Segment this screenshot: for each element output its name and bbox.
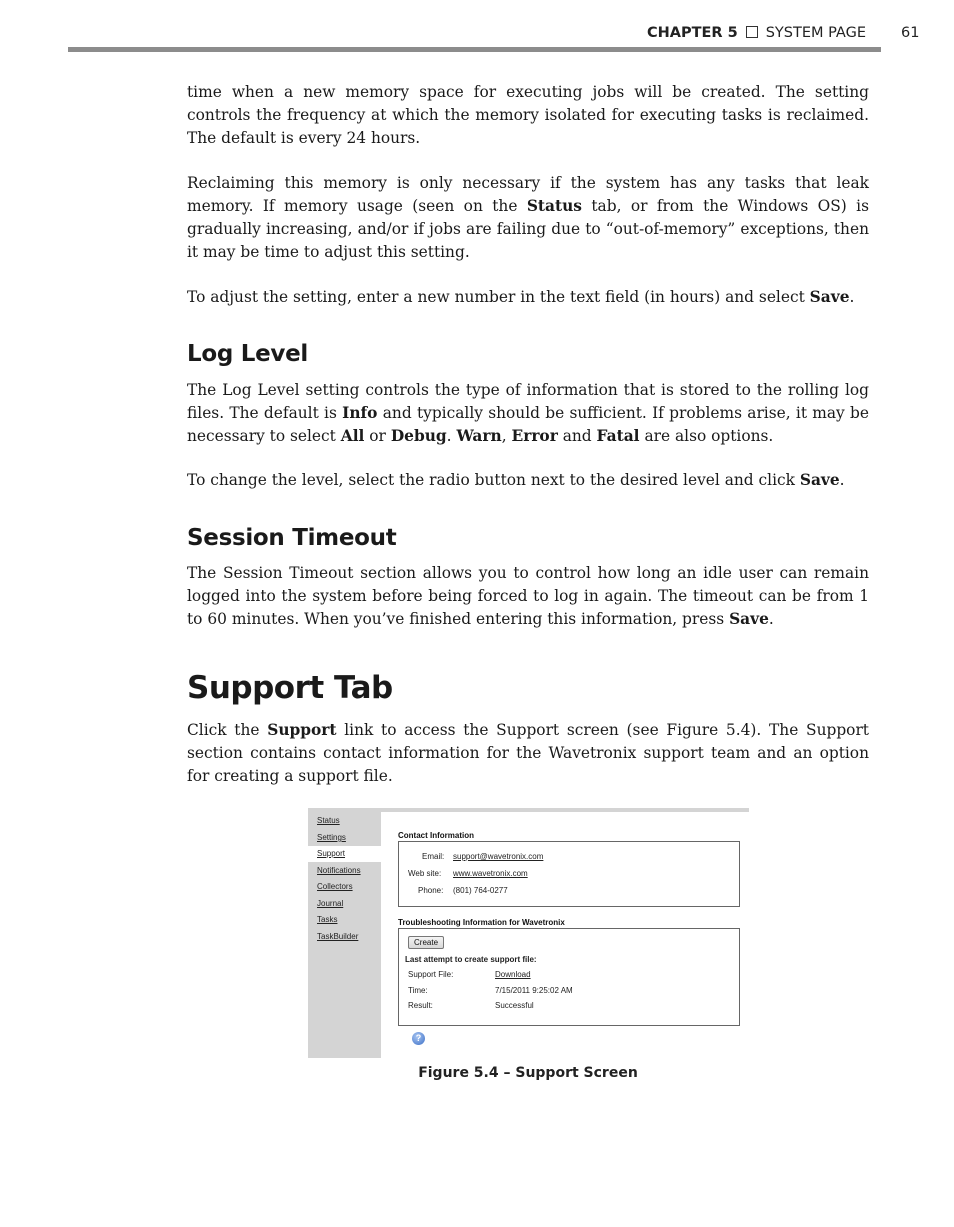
paragraph-text: To change the level, select the radio button next to the desired level and click Save. bbox=[187, 471, 845, 489]
phone-label: Phone: bbox=[418, 886, 444, 895]
paragraph-reclaim bbox=[187, 172, 869, 264]
nav-status[interactable]: Status bbox=[317, 816, 340, 825]
section-label: SYSTEM PAGE bbox=[765, 25, 866, 41]
create-button[interactable]: Create bbox=[408, 936, 444, 949]
paragraph-text: Reclaiming this memory is only necessary if the system has any tasks that leak memory. If memory usage (seen on the Status tab, or from the Windows OS) is gradually increasing, and/or if jobs are failing due to “out-of-memory” exceptions, then it may be time to adjust this setting. bbox=[187, 174, 869, 261]
result-value: Successful bbox=[495, 1001, 534, 1010]
heading-session-timeout: Session Timeout bbox=[187, 525, 397, 551]
phone-value: (801) 764-0277 bbox=[453, 886, 508, 895]
paragraph-support-tab bbox=[187, 719, 869, 788]
nav-journal[interactable]: Journal bbox=[317, 899, 344, 908]
support-screen-figure bbox=[308, 808, 749, 1058]
paragraph-text: The Session Timeout section allows you to control how long an idle user can remain logged into the system before being forced to log in again. The timeout can be from 1 to 60 minutes. When you’ve finished entering this information, press Save. bbox=[187, 564, 869, 628]
nav-support[interactable]: Support bbox=[308, 846, 381, 862]
website-label: Web site: bbox=[408, 869, 442, 878]
nav-notifications[interactable]: Notifications bbox=[317, 866, 361, 875]
contact-info-box bbox=[398, 841, 740, 907]
paragraph-change-level bbox=[187, 469, 869, 492]
help-icon[interactable]: ? bbox=[412, 1032, 425, 1045]
paragraph-text: The Log Level setting controls the type of information that is stored to the rolling log files. The default is Info and typically should be sufficient. If problems arise, it may be necessary to select All or Debug. Warn, Error and Fatal are also options. bbox=[187, 381, 869, 445]
last-attempt-label: Last attempt to create support file: bbox=[405, 955, 537, 964]
heading-log-level: Log Level bbox=[187, 341, 308, 367]
header-chapter bbox=[647, 25, 866, 41]
page-number: 61 bbox=[901, 25, 920, 41]
paragraph-memory-continued bbox=[187, 81, 869, 150]
header-rule bbox=[68, 47, 881, 52]
paragraph-text: Click the Support link to access the Support screen (see Figure 5.4). The Support section contains contact information for the Wavetronix support team and an option for creating a support file. bbox=[187, 721, 869, 785]
sidebar-nav bbox=[308, 808, 381, 1058]
time-value: 7/15/2011 9:25:02 AM bbox=[495, 986, 573, 995]
email-link[interactable]: support@wavetronix.com bbox=[453, 852, 544, 861]
figure-caption: Figure 5.4 – Support Screen bbox=[418, 1065, 638, 1081]
nav-tasks[interactable]: Tasks bbox=[317, 915, 338, 924]
contact-info-title: Contact Information bbox=[398, 831, 474, 840]
nav-collectors[interactable]: Collectors bbox=[317, 882, 353, 891]
separator-box-icon bbox=[746, 26, 758, 38]
support-file-label: Support File: bbox=[408, 970, 454, 979]
top-bar bbox=[381, 808, 749, 812]
running-header bbox=[0, 25, 954, 47]
paragraph-text: To adjust the setting, enter a new number in the text field (in hours) and select Save. bbox=[187, 288, 855, 306]
paragraph-text: time when a new memory space for executing jobs will be created. The setting controls the frequency at which the memory isolated for executing tasks is reclaimed. The default is every 24 hours. bbox=[187, 83, 869, 147]
nav-settings[interactable]: Settings bbox=[317, 833, 346, 842]
paragraph-adjust bbox=[187, 286, 869, 309]
chapter-label: CHAPTER 5 bbox=[646, 25, 738, 41]
heading-support-tab: Support Tab bbox=[187, 670, 393, 706]
nav-taskbuilder[interactable]: TaskBuilder bbox=[317, 932, 359, 941]
website-link[interactable]: www.wavetronix.com bbox=[453, 869, 528, 878]
email-label: Email: bbox=[422, 852, 445, 861]
paragraph-session-timeout bbox=[187, 562, 869, 631]
paragraph-log-level bbox=[187, 379, 869, 448]
result-label: Result: bbox=[408, 1001, 433, 1010]
time-label: Time: bbox=[408, 986, 428, 995]
troubleshooting-box bbox=[398, 928, 740, 1026]
download-link[interactable]: Download bbox=[495, 970, 531, 979]
troubleshooting-title: Troubleshooting Information for Wavetronix bbox=[398, 918, 565, 927]
